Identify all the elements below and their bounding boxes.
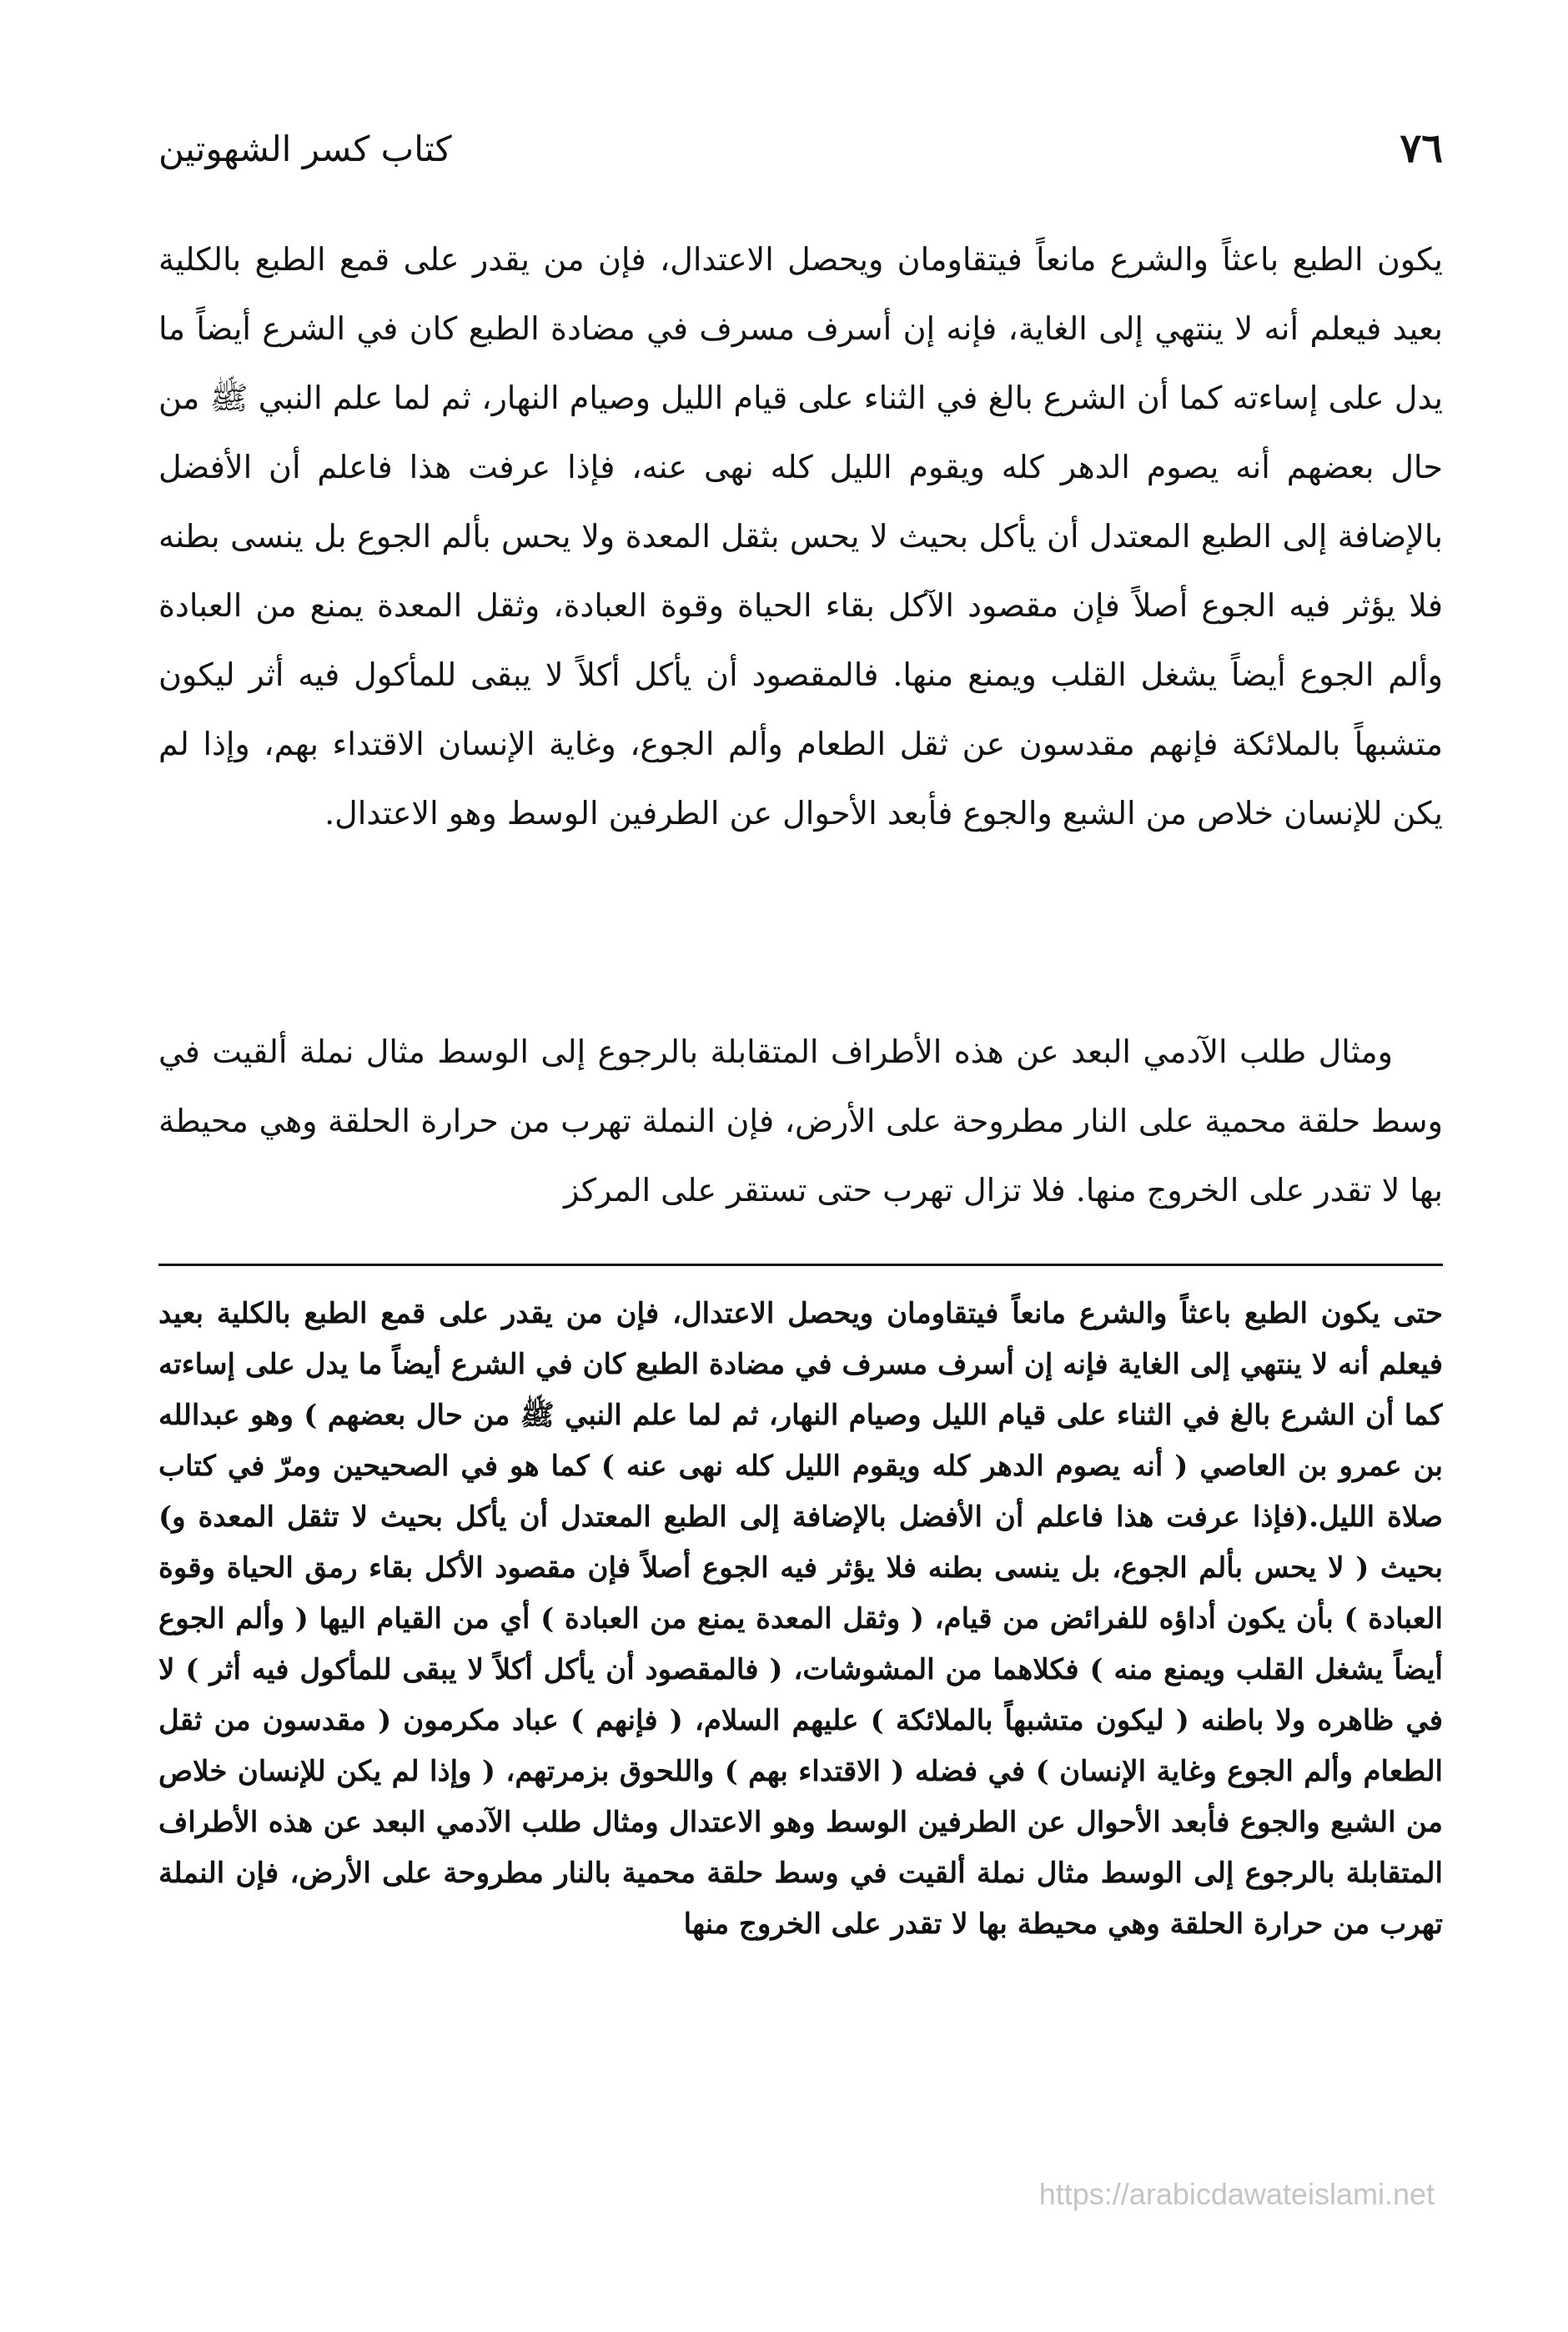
watermark-url: https://arabicdawateislami.net: [1038, 2177, 1435, 2211]
main-paragraph: يكون الطبع باعثاً والشرع مانعاً فيتقاومان ويحصل الاعتدال، فإن من يقدر على قمع الطبع بالكلية بعيد فيعلم أنه لا ينتهي إلى الغاية، فإنه إن أسرف مسرف في مضادة الطبع كان في الشرع أيضاً ما يدل على إساءته كما أن الشرع بالغ في الثناء على قيام الليل وصيام النهار، ثم لما علم النبي ﷺ من حال بعضهم أنه يصوم الدهر كله ويقوم الليل كله نهى عنه، فإذا عرفت هذا فاعلم أن الأفضل بالإضافة إلى الطبع المعتدل أن يأكل بحيث لا يحس بثقل المعدة ولا يحس بألم الجوع بل ينسى بطنه فلا يؤثر فيه الجوع أصلاً فإن مقصود الآكل بقاء الحياة وقوة العبادة، وثقل المعدة يمنع من العبادة وألم الجوع أيضاً يشغل القلب ويمنع منها. فالمقصود أن يأكل أكلاً لا يبقى للمأكول فيه أثر ليكون متشبهاً بالملائكة فإنهم مقدسون عن ثقل الطعام وألم الجوع، وغاية الإنسان الاقتداء بهم، وإذا لم يكن للإنسان خلاص من الشبع والجوع فأبعد الأحوال عن الطرفين الوسط وهو الاعتدال.: [158, 241, 1443, 832]
running-title: كتاب كسر الشهوتين: [158, 128, 452, 169]
footnote-divider: [158, 1264, 1443, 1266]
commentary-text: [158, 1289, 1443, 2160]
commentary-paragraph: حتى يكون الطبع باعثاً والشرع مانعاً فيتقاومان ويحصل الاعتدال، فإن من يقدر على قمع الطبع بالكلية بعيد فيعلم أنه لا ينتهي إلى الغاية فإنه إن أسرف مسرف في مضادة الطبع كان في الشرع أيضاً ما يدل على إساءته كما أن الشرع بالغ في الثناء على قيام الليل وصيام النهار، ثم لما علم النبي ﷺ من حال بعضهم ) وهو عبدالله بن عمرو بن العاصي ( أنه يصوم الدهر كله ويقوم الليل كله نهى عنه ) كما هو في الصحيحين ومرّ في كتاب صلاة الليل.(فإذا عرفت هذا فاعلم أن الأفضل بالإضافة إلى الطبع المعتدل أن يأكل بحيث لا تثقل المعدة و) بحيث ( لا يحس بألم الجوع، بل ينسى بطنه فلا يؤثر فيه الجوع أصلاً فإن مقصود الأكل بقاء رمق الحياة وقوة العبادة ) بأن يكون أداؤه للفرائض من قيام، ( وثقل المعدة يمنع من العبادة ) أي من القيام اليها ( وألم الجوع أيضاً يشغل القلب ويمنع منه ) فكلاهما من المشوشات، ( فالمقصود أن يأكل أكلاً لا يبقى للمأكول فيه أثر ) لا في ظاهره ولا باطنه ( ليكون متشبهاً بالملائكة ) عليهم السلام، ( فإنهم ) عباد مكرمون ( مقدسون من ثقل الطعام وألم الجوع وغاية الإنسان ) في فضله ( الاقتداء بهم ) واللحوق بزمرتهم، ( وإذا لم يكن للإنسان خلاص من الشبع والجوع فأبعد الأحوال عن الطرفين الوسط وهو الاعتدال ومثال طلب الآدمي البعد عن هذه الأطراف المتقابلة بالرجوع إلى الوسط مثال نملة ألقيت في وسط حلقة محمية بالنار مطروحة على الأرض، فإن النملة تهرب من حرارة الحلقة وهي محيطة بها لا تقدر على الخروج منها: [158, 1297, 1443, 1941]
main-paragraph: ومثال طلب الآدمي البعد عن هذه الأطراف المتقابلة بالرجوع إلى الوسط مثال نملة ألقيت في وسط حلقة محمية على النار مطروحة على الأرض، فإن النملة تهرب من حرارة الحلقة وهي محيطة بها لا تقدر على الخروج منها. فلا تزال تهرب حتى تستقر على المركز: [158, 1033, 1443, 1209]
page-number: ٧٦: [1400, 125, 1443, 172]
page-header: [158, 125, 1443, 183]
main-text: [158, 225, 1443, 1234]
